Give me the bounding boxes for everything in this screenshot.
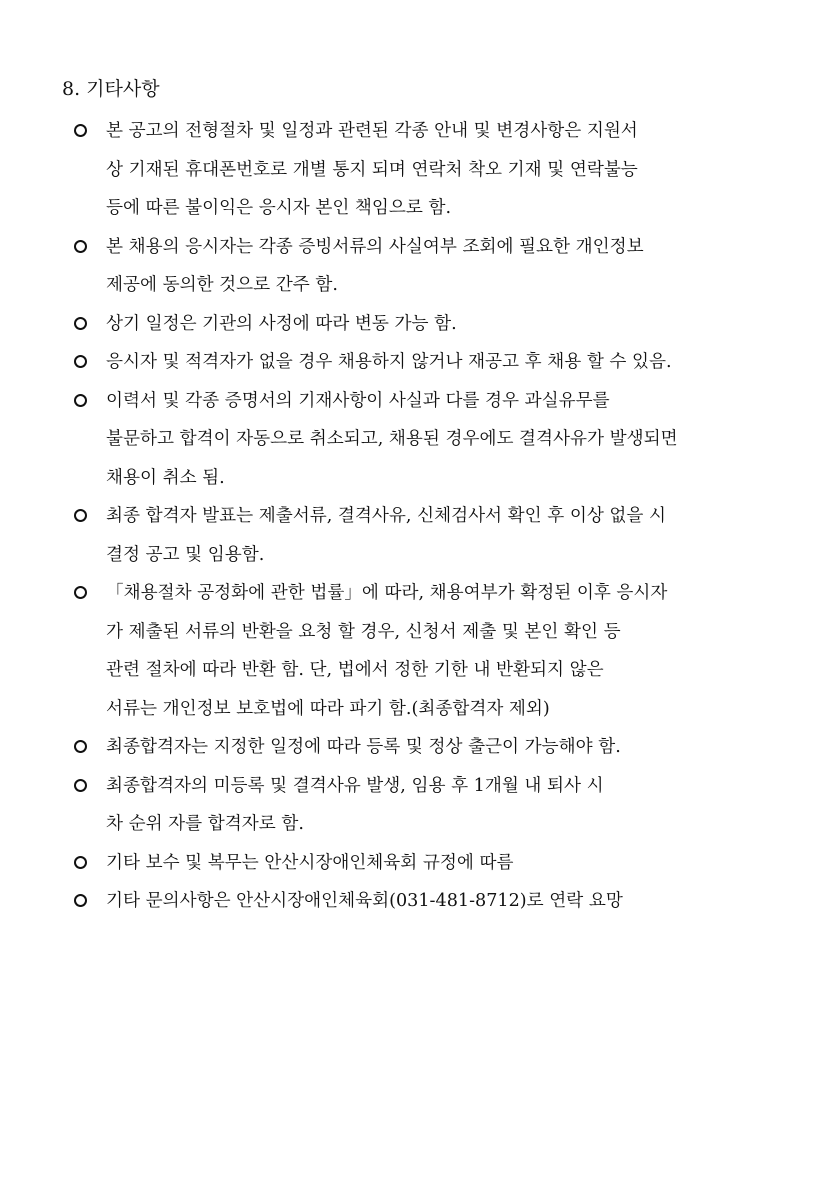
circle-bullet-icon [74, 894, 87, 907]
list-item [72, 343, 777, 382]
list-item-text: 최종합격자는 지정한 일정에 따라 등록 및 정상 출근이 가능해야 함. [106, 737, 621, 757]
circle-bullet-icon [74, 394, 87, 407]
circle-bullet-icon [74, 124, 87, 137]
list-item-text: 최종 합격자 발표는 제출서류, 결격사유, 신체검사서 확인 후 이상 없을 시 결정 공고 및 임용함. [106, 506, 666, 565]
circle-bullet-icon [74, 856, 87, 869]
list-item-text: 상기 일정은 기관의 사정에 따라 변동 가능 함. [106, 313, 457, 334]
list-item [72, 228, 777, 305]
notice-list [72, 112, 777, 921]
circle-bullet-icon [74, 586, 87, 599]
list-item [72, 574, 777, 728]
circle-bullet-icon [74, 240, 87, 253]
list-item-text: 기타 문의사항은 안산시장애인체육회(031-481-8712)로 연락 요망 [106, 891, 623, 911]
list-item-text: 본 공고의 전형절차 및 일정과 관련된 각종 안내 및 변경사항은 지원서 상 기재된 휴대폰번호로 개별 통지 되며 연락처 착오 기재 및 연락불능 등에 따른 불이익은 응시자 본인 책임으로 함. [106, 121, 638, 218]
list-item [72, 305, 777, 344]
list-item [72, 382, 777, 498]
circle-bullet-icon [74, 740, 87, 753]
list-item-text: 기타 보수 및 복무는 안산시장애인체육회 규정에 따름 [106, 852, 514, 873]
list-item-text: 응시자 및 적격자가 없을 경우 채용하지 않거나 재공고 후 채용 할 수 있음. [106, 352, 672, 372]
list-item [72, 844, 777, 883]
circle-bullet-icon [74, 355, 87, 368]
list-item-text: 이력서 및 각종 증명서의 기재사항이 사실과 다를 경우 과실유무를 불문하고 합격이 자동으로 취소되고, 채용된 경우에도 결격사유가 발생되면 채용이 취소 됨. [106, 390, 678, 488]
section-title: 8. 기타사항 [62, 78, 160, 100]
list-item [72, 112, 777, 228]
list-item-text: 최종합격자의 미등록 및 결격사유 발생, 임용 후 1개월 내 퇴사 시 차 순위 자를 합격자로 함. [106, 775, 604, 834]
circle-bullet-icon [74, 779, 87, 792]
circle-bullet-icon [74, 317, 87, 330]
list-item-text: 「채용절차 공정화에 관한 법률」에 따라, 채용여부가 확정된 이후 응시자 가 제출된 서류의 반환을 요청 할 경우, 신청서 제출 및 본인 확인 등 관련 절차에 따라 반환 함. 단, 법에서 정한 기한 내 반환되지 않은 서류는 개인정보 보호법에 따라 파기 함.(최종합격자 제외) [106, 583, 668, 719]
list-item [72, 497, 777, 574]
list-item [72, 767, 777, 844]
list-item [72, 882, 777, 921]
circle-bullet-icon [74, 509, 87, 522]
list-item [72, 728, 777, 767]
list-item-text: 본 채용의 응시자는 각종 증빙서류의 사실여부 조회에 필요한 개인정보 제공에 동의한 것으로 간주 함. [106, 236, 644, 295]
